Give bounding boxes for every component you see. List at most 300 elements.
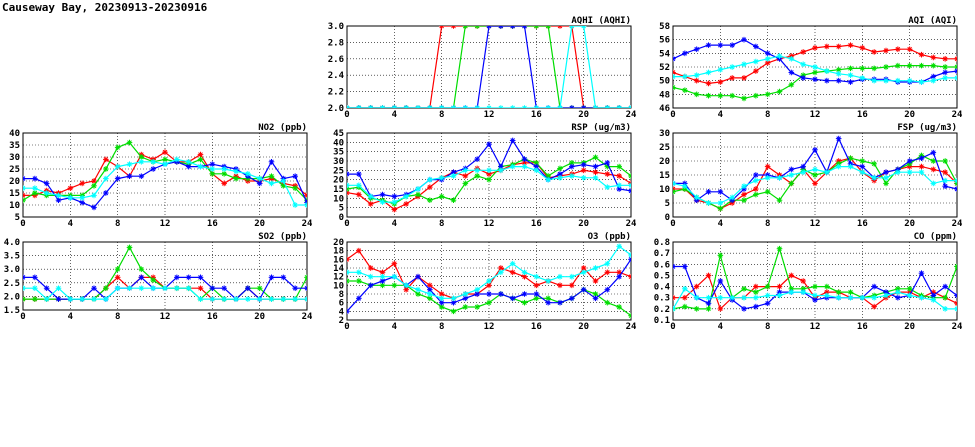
x-tick-label: 0: [670, 219, 676, 229]
x-tick-label: 4: [717, 219, 724, 229]
data-point: [198, 157, 204, 163]
data-point: [895, 78, 901, 84]
x-tick-label: 20: [254, 312, 266, 322]
x-tick-label: 12: [159, 219, 171, 229]
data-point: [718, 200, 724, 206]
data-point: [427, 291, 433, 297]
data-point: [883, 48, 889, 54]
series-rsp-1: [344, 154, 634, 206]
y-tick-label: 0: [664, 213, 670, 223]
data-point: [628, 188, 634, 194]
data-point: [824, 68, 830, 74]
data-point: [871, 66, 877, 72]
data-point: [895, 289, 901, 295]
data-point: [593, 278, 599, 284]
data-point: [942, 169, 948, 175]
x-tick-label: 4: [67, 312, 74, 322]
data-point: [919, 295, 925, 301]
x-tick-label: 12: [483, 219, 495, 229]
data-point: [292, 296, 298, 302]
data-point: [605, 270, 611, 276]
y-tick-label: 0.7: [653, 249, 670, 260]
y-tick-label: 4: [338, 307, 344, 318]
data-point: [860, 158, 866, 164]
data-point: [836, 136, 842, 142]
data-point: [942, 178, 948, 184]
data-point: [510, 261, 516, 267]
y-tick-label: 16: [333, 255, 344, 266]
x-tick-label: 24: [625, 219, 637, 229]
data-point: [812, 45, 818, 51]
data-point: [304, 285, 310, 291]
data-point: [670, 306, 676, 312]
data-point: [91, 193, 97, 199]
data-point: [616, 105, 622, 111]
data-point: [871, 49, 877, 55]
x-tick-label: 8: [438, 110, 445, 120]
data-point: [510, 105, 516, 111]
data-point: [706, 306, 712, 312]
data-point: [20, 193, 26, 199]
data-point: [569, 296, 575, 302]
data-point: [593, 154, 599, 160]
data-point: [463, 168, 469, 174]
data-point: [694, 295, 700, 301]
data-point: [522, 156, 528, 162]
data-point: [569, 274, 575, 280]
data-point: [824, 44, 830, 50]
data-point: [942, 70, 948, 76]
data-point: [439, 296, 445, 302]
y-tick-label: 30: [333, 157, 344, 167]
chart-no2: [9, 123, 313, 229]
data-point: [451, 309, 457, 315]
data-point: [32, 285, 38, 291]
data-point: [777, 197, 783, 203]
data-point: [718, 278, 724, 284]
data-point: [221, 171, 227, 177]
data-point: [150, 285, 156, 291]
data-point: [79, 200, 85, 206]
data-point: [356, 270, 362, 276]
x-tick-label: 0: [344, 219, 350, 229]
data-point: [486, 23, 492, 29]
data-point: [150, 166, 156, 172]
data-point: [368, 265, 374, 271]
data-point: [836, 71, 842, 77]
data-point: [694, 195, 700, 201]
data-point: [392, 274, 398, 280]
data-point: [474, 23, 480, 29]
data-point: [860, 66, 866, 72]
x-tick-label: 4: [391, 110, 398, 120]
data-point: [545, 23, 551, 29]
x-tick-label: 12: [483, 322, 495, 332]
data-point: [44, 190, 50, 196]
x-tick-label: 24: [301, 312, 313, 322]
data-point: [451, 173, 457, 179]
data-point: [344, 182, 350, 188]
data-point: [233, 296, 239, 302]
data-point: [718, 206, 724, 212]
data-point: [907, 78, 913, 84]
y-tick-label: 2: [338, 316, 344, 326]
x-tick-label: 16: [206, 312, 218, 322]
data-point: [682, 264, 688, 270]
y-tick-label: 15: [9, 189, 20, 199]
data-point: [198, 164, 204, 170]
x-tick-label: 16: [856, 322, 868, 332]
data-point: [292, 202, 298, 208]
data-point: [522, 291, 528, 297]
data-point: [174, 157, 180, 163]
data-point: [789, 82, 795, 88]
y-tick-label: 18: [333, 246, 344, 257]
y-tick-label: 2.0: [327, 104, 344, 114]
data-point: [415, 105, 421, 111]
y-tick-label: 46: [659, 104, 670, 114]
data-point: [718, 79, 724, 85]
y-tick-label: 10: [659, 185, 670, 195]
data-point: [368, 283, 374, 289]
data-point: [942, 56, 948, 62]
data-point: [32, 296, 38, 302]
y-tick-label: 58: [659, 22, 670, 32]
chart-title: RSP (ug/m3): [571, 123, 631, 133]
data-point: [616, 244, 622, 250]
data-point: [593, 175, 599, 181]
x-tick-label: 8: [114, 312, 121, 322]
x-tick-label: 20: [904, 322, 916, 332]
data-point: [694, 46, 700, 52]
data-point: [139, 173, 145, 179]
x-tick-label: 4: [391, 219, 398, 229]
data-point: [368, 105, 374, 111]
chart-title: AQI (AQI): [908, 16, 957, 26]
data-point: [706, 42, 712, 48]
data-point: [463, 291, 469, 297]
data-point: [510, 138, 516, 144]
chart-so2: [4, 232, 313, 322]
data-point: [127, 245, 133, 251]
data-point: [344, 270, 350, 276]
data-point: [451, 296, 457, 302]
data-point: [883, 64, 889, 70]
data-point: [127, 140, 133, 146]
y-tick-label: 10: [9, 201, 20, 211]
data-point: [741, 75, 747, 81]
data-point: [474, 168, 480, 174]
chart-rsp: [333, 123, 637, 229]
data-point: [741, 295, 747, 301]
data-point: [427, 177, 433, 183]
x-tick-label: 16: [530, 322, 542, 332]
data-point: [919, 169, 925, 175]
data-point: [729, 42, 735, 48]
data-point: [753, 289, 759, 295]
x-tick-label: 24: [625, 322, 637, 332]
data-point: [765, 56, 771, 62]
y-tick-label: 2.8: [327, 38, 344, 49]
series-aqhi-1: [344, 23, 634, 111]
data-point: [954, 264, 960, 270]
y-tick-label: 20: [333, 175, 344, 186]
x-tick-label: 4: [717, 322, 724, 332]
data-point: [593, 105, 599, 111]
data-point: [91, 285, 97, 291]
data-point: [103, 157, 109, 163]
data-point: [706, 189, 712, 195]
data-point: [765, 92, 771, 98]
data-point: [753, 178, 759, 184]
x-tick-label: 16: [206, 219, 218, 229]
data-point: [628, 173, 634, 179]
chart-title: SO2 (ppb): [258, 232, 307, 242]
data-point: [498, 270, 504, 276]
data-point: [789, 56, 795, 62]
x-tick-label: 16: [856, 219, 868, 229]
data-point: [871, 161, 877, 167]
data-point: [392, 283, 398, 289]
data-point: [812, 64, 818, 70]
data-point: [269, 296, 275, 302]
data-point: [139, 159, 145, 165]
data-point: [741, 197, 747, 203]
data-point: [593, 296, 599, 302]
data-point: [486, 177, 492, 183]
y-tick-label: 2.4: [327, 71, 344, 82]
chart-title: NO2 (ppb): [258, 123, 307, 133]
data-point: [860, 164, 866, 170]
data-point: [20, 176, 26, 182]
data-point: [545, 177, 551, 183]
data-point: [150, 159, 156, 165]
data-point: [670, 295, 676, 301]
data-point: [753, 192, 759, 198]
data-point: [812, 284, 818, 290]
data-point: [139, 275, 145, 281]
data-point: [474, 287, 480, 293]
data-point: [198, 285, 204, 291]
data-point: [777, 284, 783, 290]
data-point: [486, 278, 492, 284]
page-title: Causeway Bay, 20230913-20230916: [2, 1, 208, 14]
data-point: [628, 274, 634, 280]
data-point: [292, 285, 298, 291]
data-point: [463, 23, 469, 29]
data-point: [616, 173, 622, 179]
x-tick-label: 0: [670, 110, 676, 120]
data-point: [765, 300, 771, 306]
data-point: [765, 284, 771, 290]
data-point: [919, 164, 925, 170]
data-point: [670, 56, 676, 62]
y-tick-label: 35: [333, 147, 344, 158]
data-point: [403, 201, 409, 207]
data-point: [836, 164, 842, 170]
chart-title: AQHI (AQHI): [571, 16, 631, 26]
data-point: [836, 295, 842, 301]
data-point: [777, 53, 783, 59]
data-point: [56, 296, 62, 302]
data-point: [20, 275, 26, 281]
data-point: [356, 248, 362, 254]
data-point: [919, 270, 925, 276]
data-point: [931, 167, 937, 173]
data-point: [269, 181, 275, 187]
data-point: [463, 304, 469, 310]
data-point: [812, 167, 818, 173]
y-tick-label: 2.2: [327, 87, 344, 98]
data-point: [883, 181, 889, 187]
data-point: [682, 304, 688, 310]
y-tick-label: 25: [659, 143, 670, 153]
data-point: [741, 306, 747, 312]
data-point: [706, 93, 712, 99]
data-point: [753, 44, 759, 50]
data-point: [403, 194, 409, 200]
data-point: [848, 79, 854, 85]
data-point: [942, 183, 948, 189]
data-point: [753, 186, 759, 192]
data-point: [545, 105, 551, 111]
data-point: [510, 164, 516, 170]
x-tick-label: 20: [904, 219, 916, 229]
data-point: [593, 169, 599, 175]
data-point: [210, 161, 216, 167]
data-point: [954, 306, 960, 312]
data-point: [344, 257, 350, 263]
data-point: [670, 85, 676, 91]
data-point: [931, 181, 937, 187]
data-point: [522, 105, 528, 111]
data-point: [486, 300, 492, 306]
data-point: [569, 283, 575, 289]
y-tick-label: 2.5: [3, 278, 20, 289]
data-point: [44, 296, 50, 302]
data-point: [510, 23, 516, 29]
data-point: [753, 59, 759, 65]
series-aqhi-0: [344, 23, 634, 111]
data-point: [486, 291, 492, 297]
data-point: [281, 296, 287, 302]
y-tick-label: 15: [659, 171, 670, 181]
y-tick-label: 35: [9, 141, 20, 151]
data-point: [848, 72, 854, 78]
x-tick-label: 8: [438, 219, 445, 229]
data-point: [221, 166, 227, 172]
x-tick-label: 16: [530, 110, 542, 120]
series-aqhi-3: [344, 23, 634, 111]
data-point: [557, 166, 563, 172]
series-no2-3: [20, 157, 310, 208]
data-point: [777, 89, 783, 95]
data-point: [534, 168, 540, 174]
data-point: [907, 158, 913, 164]
y-tick-label: 10: [333, 281, 344, 292]
data-point: [292, 173, 298, 179]
data-point: [753, 284, 759, 290]
data-point: [233, 176, 239, 182]
data-point: [474, 105, 480, 111]
y-tick-label: 0.1: [653, 316, 670, 326]
data-point: [415, 186, 421, 192]
x-tick-label: 20: [578, 110, 590, 120]
data-point: [706, 273, 712, 279]
x-tick-label: 4: [717, 110, 724, 120]
data-point: [848, 295, 854, 301]
data-point: [356, 105, 362, 111]
data-point: [221, 296, 227, 302]
data-point: [919, 63, 925, 69]
y-tick-label: 5: [338, 203, 344, 214]
data-point: [616, 304, 622, 310]
data-point: [628, 252, 634, 258]
data-point: [919, 155, 925, 161]
x-tick-label: 20: [578, 219, 590, 229]
data-point: [198, 296, 204, 302]
data-point: [741, 96, 747, 102]
data-point: [162, 161, 168, 167]
data-point: [534, 283, 540, 289]
data-point: [706, 70, 712, 76]
data-point: [931, 55, 937, 61]
data-point: [115, 285, 121, 291]
data-point: [871, 284, 877, 290]
data-point: [800, 278, 806, 284]
data-point: [789, 172, 795, 178]
data-point: [127, 285, 133, 291]
data-point: [682, 183, 688, 189]
data-point: [753, 295, 759, 301]
data-point: [356, 182, 362, 188]
data-point: [257, 176, 263, 182]
data-point: [682, 87, 688, 93]
data-point: [79, 181, 85, 187]
data-point: [486, 141, 492, 147]
data-point: [931, 78, 937, 84]
data-point: [186, 164, 192, 170]
data-point: [718, 93, 724, 99]
data-point: [91, 205, 97, 211]
data-point: [32, 190, 38, 196]
data-point: [729, 75, 735, 81]
data-point: [56, 285, 62, 291]
x-tick-label: 12: [159, 312, 171, 322]
data-point: [860, 295, 866, 301]
data-point: [56, 193, 62, 199]
data-point: [706, 200, 712, 206]
chart-co: [654, 232, 963, 332]
data-point: [741, 37, 747, 43]
data-point: [569, 105, 575, 111]
data-point: [451, 105, 457, 111]
y-tick-label: 0: [338, 213, 344, 223]
data-point: [812, 70, 818, 76]
data-point: [139, 266, 145, 272]
data-point: [557, 105, 563, 111]
data-point: [942, 75, 948, 81]
data-point: [344, 278, 350, 284]
data-point: [210, 285, 216, 291]
data-point: [812, 181, 818, 187]
y-tick-label: 40: [9, 129, 20, 139]
data-point: [304, 275, 310, 281]
data-point: [628, 313, 634, 319]
data-point: [439, 23, 445, 29]
data-point: [605, 105, 611, 111]
data-point: [545, 300, 551, 306]
